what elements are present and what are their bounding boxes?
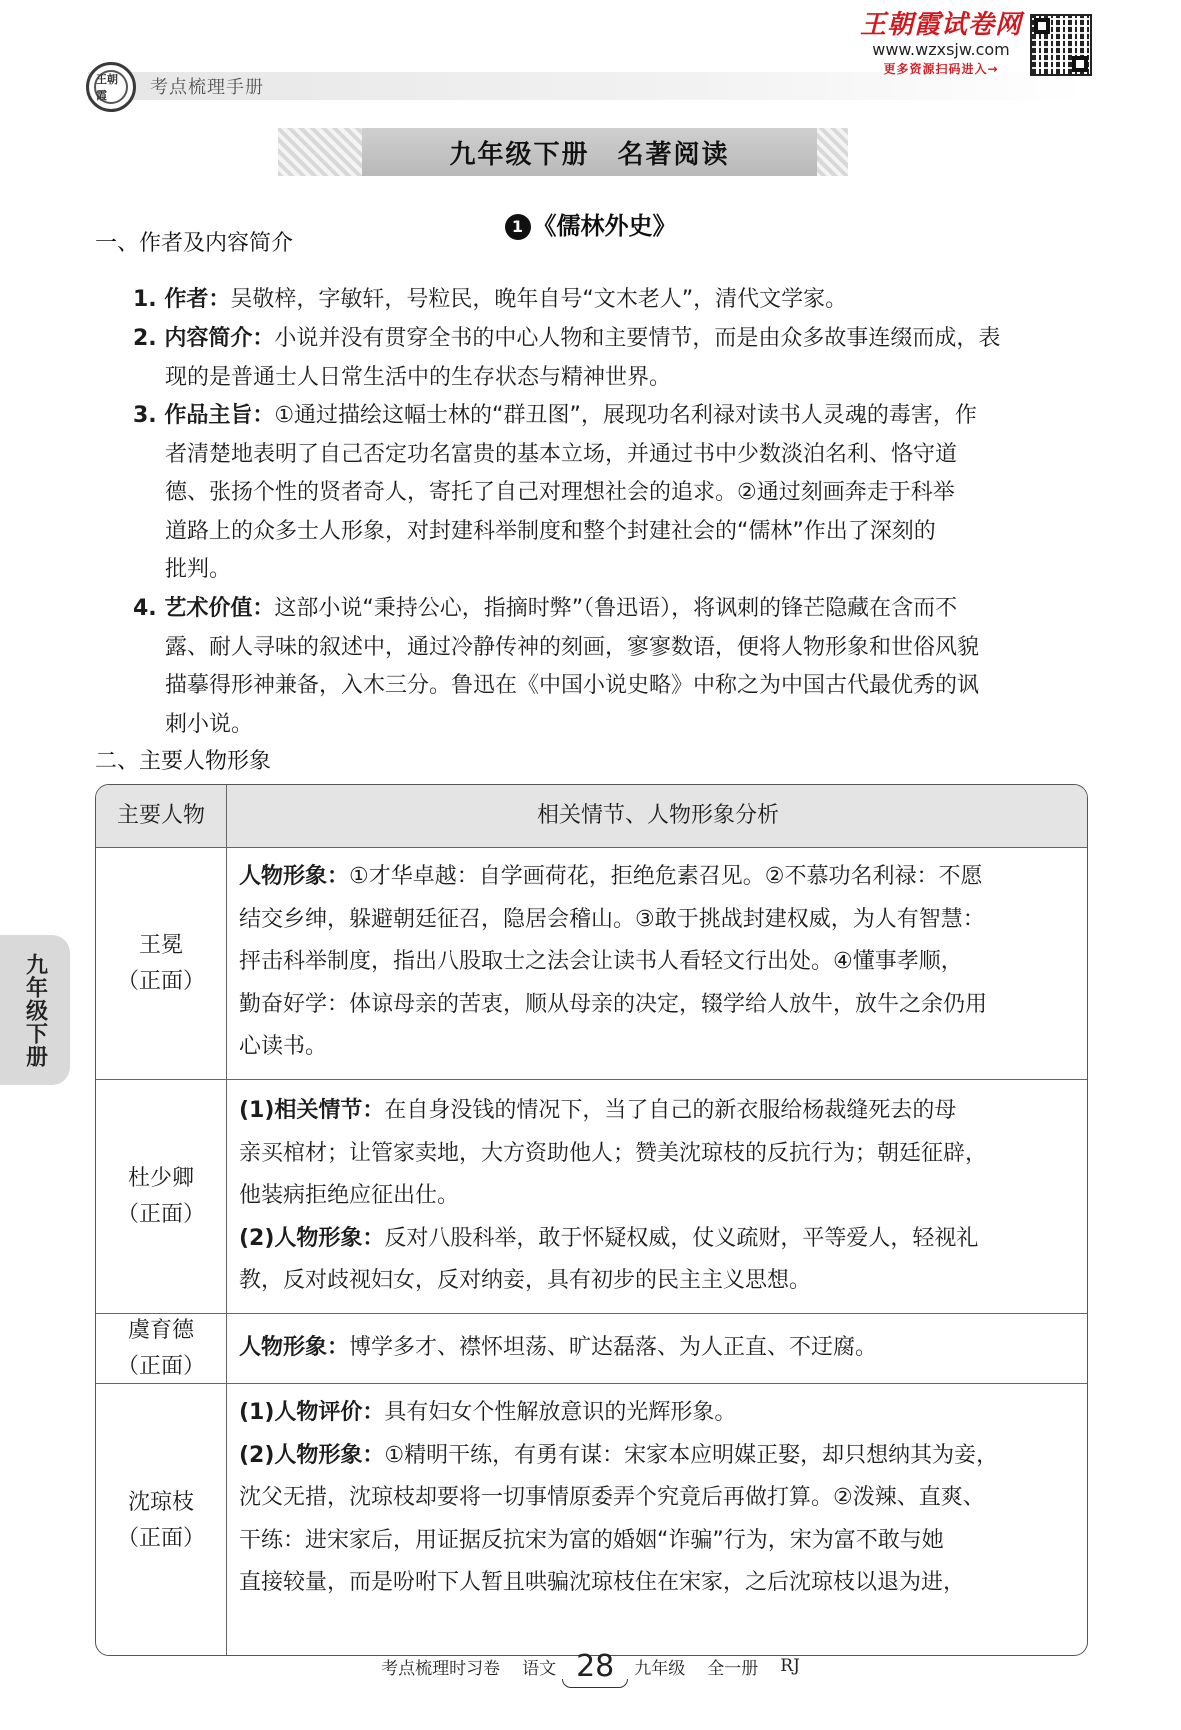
- part1-heading: 一、作者及内容简介: [95, 231, 294, 256]
- table-row: [96, 847, 1087, 1079]
- banner: [362, 128, 817, 176]
- part2-heading: 二、主要人物形象: [95, 749, 272, 774]
- table-header-cell: 相关情节、人物形象分析: [536, 802, 779, 828]
- item-line: 吴敬梓，字敏轩，号粒民，晚年自号“文木老人”，清代文学家。: [230, 287, 848, 312]
- character-name: 虞育德: [127, 1317, 194, 1343]
- character-cell: [96, 1080, 227, 1313]
- analysis-label: 人物形象：: [239, 1335, 350, 1361]
- analysis-cell: [227, 1080, 1087, 1313]
- analysis-line: 博学多才、襟怀坦荡、旷达磊落、为人正直、不迂腐。: [349, 1335, 878, 1361]
- item-line: 这部小说“秉持公心，指摘时弊”（鲁迅语），将讽刺的锋芒隐藏在含而不: [274, 596, 958, 621]
- character-name: 王冕: [138, 932, 183, 958]
- item-line: 小说并没有贯穿全书的中心人物和主要情节，而是由众多故事连缀而成，表: [274, 326, 1001, 351]
- item-theme: [133, 397, 1088, 590]
- analysis-line: ①精明干练，有勇有谋：宋家本应明媒正娶，却只想纳其为妾，: [384, 1442, 999, 1468]
- character-name: 沈琼枝: [127, 1489, 194, 1515]
- item-label: 1. 作者：: [133, 287, 231, 312]
- character-tag: （正面）: [116, 968, 205, 994]
- character-tag: （正面）: [116, 1201, 205, 1227]
- analysis-cell: [227, 1384, 1087, 1656]
- analysis-line: 抨击科举制度，指出八股取士之法会让读书人看轻文行出处。④懂事孝顺，: [239, 949, 963, 974]
- grade-side-tab: [0, 935, 70, 1085]
- item-art-value: [133, 590, 1088, 744]
- item-line: 刺小说。: [165, 711, 254, 737]
- item-line: 德、张扬个性的贤者奇人，寄托了自己对理想社会的追求。②通过刻画奔走于科举: [165, 480, 955, 505]
- character-cell: [96, 848, 227, 1079]
- section-number: 1: [505, 214, 531, 240]
- analysis-line: 在自身没钱的情况下，当了自己的新衣服给杨裁缝死去的母: [384, 1098, 957, 1123]
- item-line: ①通过描绘这幅士林的“群丑图”，展现功名利禄对读书人灵魂的毒害，作: [274, 403, 977, 428]
- item-line: 现的是普通士人日常生活中的生存状态与精神世界。: [165, 364, 672, 390]
- banner-title: 九年级下册 名著阅读: [449, 139, 730, 170]
- brand-url[interactable]: www.wzxsjw.com: [872, 40, 1010, 59]
- brand-name: 王朝霞试卷网: [859, 10, 1022, 40]
- item-line: 露、耐人寻味的叙述中，通过冷静传神的刻画，寥寥数语，便将人物形象和世俗风貌: [165, 634, 980, 660]
- item-line: 描摹得形神兼备，入木三分。鲁迅在《中国小说史略》中称之为中国古代最优秀的讽: [165, 673, 980, 698]
- analysis-line: 沈父无措，沈琼枝却要将一切事情原委弄个究竟后再做打算。②泼辣、直爽、: [239, 1485, 985, 1510]
- item-label: 2. 内容简介：: [133, 326, 275, 351]
- footer-edition: RJ: [780, 1656, 800, 1676]
- character-cell: [96, 1384, 227, 1656]
- analysis-line: 他装病拒绝应征出仕。: [239, 1183, 460, 1208]
- character-tag: （正面）: [116, 1353, 205, 1379]
- table-header-row: [96, 785, 1087, 847]
- analysis-line: 教，反对歧视妇女，反对纳妾，具有初步的民主主义思想。: [239, 1268, 812, 1293]
- table-header-cell: 主要人物: [96, 785, 227, 847]
- item-summary: [133, 320, 1088, 397]
- page-footer: [0, 1646, 1181, 1686]
- item-line: 道路上的众多士人形象，对封建科举制度和整个封建社会的“儒林”作出了深刻的: [165, 518, 936, 544]
- qr-code-icon[interactable]: [1030, 14, 1092, 76]
- brand-tip: 更多资源扫码进入→: [883, 62, 999, 76]
- analysis-line: 亲买棺材；让管家卖地，大方资助他人；赞美沈琼枝的反抗行为；朝廷征辟，: [239, 1140, 988, 1166]
- item-line: 者清楚地表明了自己否定功名富贵的基本立场，并通过书中少数淡泊名利、恪守道: [165, 441, 958, 467]
- character-tag: （正面）: [116, 1525, 205, 1551]
- logo-text: 王朝霞: [94, 70, 128, 104]
- publisher-logo: [86, 62, 136, 112]
- item-label: 4. 艺术价值：: [133, 596, 275, 621]
- analysis-label: (2)人物形象：: [239, 1225, 385, 1251]
- analysis-label: 人物形象：: [239, 864, 350, 889]
- analysis-line: 具有妇女个性解放意识的光辉形象。: [384, 1400, 737, 1425]
- footer-volume: 全一册: [707, 1658, 759, 1679]
- item-label: 3. 作品主旨：: [133, 403, 275, 428]
- footer-subject: 语文: [522, 1658, 557, 1679]
- page-number: 28: [562, 1649, 628, 1684]
- brand-block[interactable]: [856, 10, 1026, 78]
- table-row: [96, 1079, 1087, 1313]
- section-book-title: 《儒林外史》: [532, 212, 677, 240]
- analysis-label: (2)人物形象：: [239, 1442, 385, 1468]
- side-tab-label: 九年级下册: [22, 952, 48, 1068]
- footer-series: 考点梳理时习卷: [381, 1658, 501, 1679]
- analysis-cell: [227, 1314, 1087, 1383]
- analysis-line: 心读书。: [239, 1034, 328, 1059]
- analysis-label: (1)相关情节：: [239, 1098, 385, 1123]
- analysis-line: 反对八股科举，敢于怀疑权威，仗义疏财，平等爱人，轻视礼: [384, 1225, 979, 1251]
- item-author: [133, 281, 1088, 320]
- analysis-cell: [227, 848, 1087, 1079]
- table-row: [96, 1313, 1087, 1383]
- item-line: 批判。: [165, 557, 232, 582]
- analysis-line: ①才华卓越：自学画荷花，拒绝危素召见。②不慕功名利禄：不愿: [349, 864, 983, 889]
- character-cell: [96, 1314, 227, 1383]
- footer-grade: 九年级: [634, 1658, 686, 1679]
- analysis-label: (1)人物评价：: [239, 1400, 385, 1425]
- analysis-line: 勤奋好学：体谅母亲的苦衷，顺从母亲的决定，辍学给人放牛，放牛之余仍用: [239, 991, 988, 1017]
- table-row: [96, 1383, 1087, 1656]
- character-table: [95, 784, 1088, 1656]
- character-name: 杜少卿: [127, 1165, 194, 1191]
- analysis-line: 直接较量，而是吩咐下人暂且哄骗沈琼枝住在宋家，之后沈琼枝以退为进，: [239, 1570, 966, 1595]
- handbook-title: 考点梳理手册: [150, 77, 264, 98]
- analysis-line: 结交乡绅，躲避朝廷征召，隐居会稽山。③敢于挑战封建权威，为人有智慧：: [239, 906, 985, 932]
- analysis-line: 干练：进宋家后，用证据反抗宋为富的婚姻“诈骗”行为，宋为富不敢与她: [239, 1527, 944, 1553]
